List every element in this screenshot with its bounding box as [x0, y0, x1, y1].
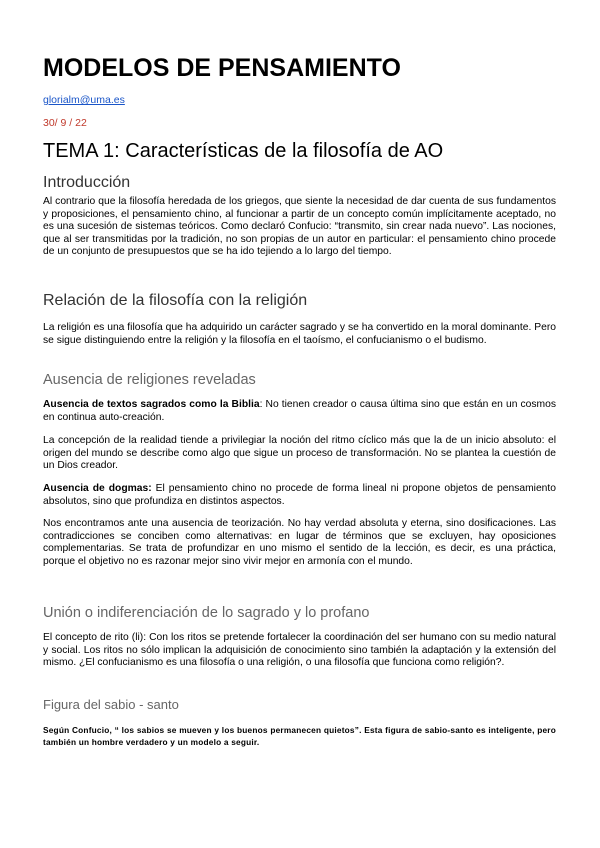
sabio-quote-bold	[43, 725, 556, 747]
ausencia-dogmas-bold: Ausencia de dogmas:	[43, 483, 152, 494]
ausencia-heading: Ausencia de religiones reveladas	[43, 372, 256, 388]
ausencia-biblia-bold: Ausencia de textos sagrados como la Biblia	[43, 399, 260, 410]
introduccion-heading: Introducción	[43, 174, 131, 191]
ausencia-paragraph-4: Nos encontramos ante una ausencia de teorización. No hay verdad absoluta y eterna, sino dosificaciones. Las contradicciones se conciben como alternativas: en lugar de términos que se excluyen, hay oposiciones complementarias. Se trata de profundizar en uno mismo el sentido de la lección, es decir, es una práctica, porque el objetivo no es razonar mejor sino vivir mejor en armonía con el mundo.	[43, 518, 556, 567]
sabio-quote-end: Esta figura de sabio-santo es inteligente, pero también un hombre verdadero y un modelo a seguir.	[43, 725, 556, 748]
ausencia-biblia-text: : No tienen creador o causa última sino que están en un cosmos en continua auto-creación.	[43, 399, 556, 423]
introduccion-paragraph: Al contrario que la filosofía heredada de los griegos, que siente la necesidad de dar cuenta de sus fundamentos y proposiciones, el pensamiento chino, al funcionar a partir de un concepto común implícitamente aceptado, no es una sucesión de sistemas teóricos. Como declaró Confucio: “transmito, sin crear nada nuevo”. Las nociones, que al ser transmitidas por la tradición, no son propias de un autor en particular: el pensamiento chino procede de un conjunto de presupuestos que se ha ido tejiendo a lo largo del tiempo.	[43, 196, 556, 258]
sabio-quote-start: Según Confucio, “ los sabios se mueven y los buenos permanecen quietos”.	[43, 725, 365, 735]
union-paragraph: El concepto de rito (li): Con los ritos se pretende fortalecer la coordinación del ser humano con su medio natural y social. Los ritos no sólo implican la adquisición de conocimiento sino también la adaptación y la extensión del mismo. ¿El confucianismo es una filosofía o una religión, o una filosofía que funciona como religión?.	[43, 632, 556, 669]
sabio-heading: Figura del sabio - santo	[43, 697, 179, 712]
email-link[interactable]: glorialm@uma.es	[43, 94, 125, 106]
union-heading: Unión o indiferenciación de lo sagrado y lo profano	[43, 605, 370, 621]
ausencia-paragraph-3	[43, 483, 556, 508]
sabio-paragraph	[43, 724, 556, 748]
tema-heading: TEMA 1: Características de la filosofía de AO	[43, 140, 444, 162]
ausencia-paragraph-1	[43, 399, 556, 424]
relacion-paragraph: La religión es una filosofía que ha adquirido un carácter sagrado y se ha convertido en la moral dominante. Pero se sigue distinguiendo entre la religión y la filosofía en el taoísmo, el confucianismo o el budismo.	[43, 322, 556, 346]
ausencia-paragraph-2: La concepción de la realidad tiende a privilegiar la noción del ritmo cíclico más que la de un inicio absoluto: el origen del mundo se describe como algo que sigue un proceso de transformación. No se plantea la cuestión de un Dios creador.	[43, 435, 556, 472]
document-date: 30/ 9 / 22	[43, 117, 87, 129]
ausencia-dogmas-text: El pensamiento chino no procede de forma lineal ni propone objetos de pensamiento absolutos, sino que profundiza en distintos aspectos.	[43, 483, 556, 507]
relacion-heading: Relación de la filosofía con la religión	[43, 292, 308, 309]
document-title: MODELOS DE PENSAMIENTO	[43, 54, 401, 82]
